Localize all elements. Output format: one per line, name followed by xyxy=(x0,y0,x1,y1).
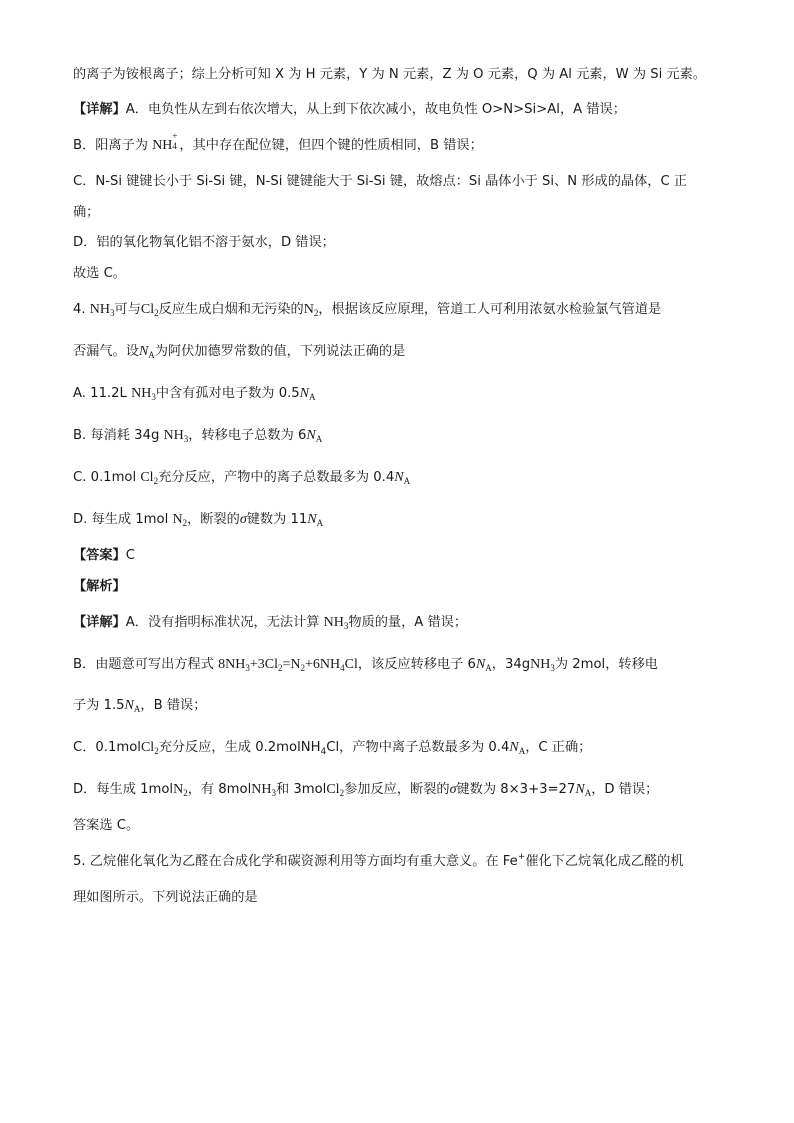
formula: $N_2$ xyxy=(173,782,188,798)
text: ，34g xyxy=(491,657,531,672)
detail-line-a xyxy=(73,101,626,119)
answer-value: C xyxy=(125,548,135,563)
text: D．铝的氧化物氧化铝不溶于氨水，D 错误； xyxy=(73,235,335,250)
text: 中含有孤对电子数为 0.5 xyxy=(155,386,300,401)
question-5-stem-line2 xyxy=(73,889,258,907)
text: ，其中存在配位键，但四个键的性质相同，B 错误； xyxy=(179,138,483,153)
answer-conclusion xyxy=(73,817,139,835)
text: 键数为 11 xyxy=(246,512,308,527)
formula: $NH_3$ xyxy=(131,386,156,402)
text: ，B 错误； xyxy=(140,698,207,713)
avogadro-symbol: $N_A$ xyxy=(307,512,324,528)
superscript: + xyxy=(517,852,526,862)
explanation-a xyxy=(73,614,467,632)
text: ，转移电子总数为 6 xyxy=(188,428,307,443)
text: A．没有指明标准状况，无法计算 xyxy=(125,615,324,630)
text: 充分反应，产物中的离子总数最多为 0.4 xyxy=(158,470,395,485)
formula: $Cl_2$ xyxy=(140,302,159,318)
text: 的离子为铵根离子；综上分析可知 X 为 H 元素，Y 为 N 元素，Z 为 O 元素，Q 为 Al 元素，W 为 Si 元素。 xyxy=(73,67,707,82)
avogadro-symbol: $N_A$ xyxy=(509,740,526,756)
avogadro-symbol: $N_A$ xyxy=(138,344,155,360)
question-4-stem-line2 xyxy=(73,343,405,361)
explanation-d xyxy=(73,781,658,799)
formula: $NH_3$ xyxy=(251,782,276,798)
text: 可与 xyxy=(114,302,141,317)
avogadro-symbol: $N_A$ xyxy=(475,657,492,673)
formula: $NH_3$ xyxy=(323,615,349,631)
text: 为阿伏加德罗常数的值，下列说法正确的是 xyxy=(154,344,406,359)
text: 子为 1.5 xyxy=(73,698,125,713)
avogadro-symbol: $N_A$ xyxy=(575,782,592,798)
text: ，C 正确； xyxy=(525,740,592,755)
answer-tag: 【答案】 xyxy=(73,548,126,563)
text: 确； xyxy=(73,205,100,220)
formula: $Cl_2$ xyxy=(326,782,345,798)
text: ，有 8mol xyxy=(187,782,252,797)
avogadro-symbol: $N_A$ xyxy=(394,470,411,486)
text: 催化下乙烷氧化成乙醛的机 xyxy=(525,854,684,869)
formula: $N_2$ xyxy=(172,512,188,528)
text: 5. 乙烷催化氧化为乙醛在合成化学和碳资源利用等方面均有重大意义。在 Fe xyxy=(73,854,518,869)
avogadro-symbol: $N_A$ xyxy=(306,428,323,444)
detail-line-d xyxy=(73,234,335,252)
text: 充分反应，生成 0.2molNH xyxy=(158,740,321,755)
sigma-symbol: σ xyxy=(449,782,457,797)
formula: $NH_3$ xyxy=(530,657,555,673)
option-d[interactable] xyxy=(73,511,323,529)
text: Cl，产物中离子总数最多为 0.4 xyxy=(326,740,510,755)
equation: $8NH_3+3Cl_2=N_2+6NH_4Cl$ xyxy=(218,657,358,673)
text: 故选 C。 xyxy=(73,266,126,281)
text-line xyxy=(73,66,706,84)
option-b[interactable] xyxy=(73,427,322,445)
text: 理如图所示。下列说法正确的是 xyxy=(73,890,258,905)
formula: $NH_3$ xyxy=(163,428,189,444)
formula: $N_2$ xyxy=(303,302,319,318)
text: 为 2mol，转移电 xyxy=(554,657,658,672)
text: C．N-Si 键键长小于 Si-Si 键，N-Si 键键能大于 Si-Si 键，故熔点：Si 晶体小于 Si、N 形成的晶体，C 正 xyxy=(73,174,688,189)
formula: $NH_3$ xyxy=(89,302,115,318)
text: D. 每生成 1mol xyxy=(73,512,173,527)
analysis-line xyxy=(73,578,126,596)
sigma-symbol: σ xyxy=(239,512,247,527)
analysis-tag: 【解析】 xyxy=(73,579,126,594)
text: 答案选 C。 xyxy=(73,818,140,833)
explanation-b xyxy=(73,656,658,674)
text: 参加反应，断裂的 xyxy=(344,782,450,797)
formula: $Cl_2$ xyxy=(140,470,159,486)
text: A．电负性从左到右依次增大，从上到下依次减小，故电负性 O>N>Si>Al，A 错误； xyxy=(125,102,626,117)
text: 否漏气。设 xyxy=(73,344,139,359)
text-line xyxy=(73,204,99,222)
text: 键数为 8×3+3=27 xyxy=(456,782,576,797)
detail-tag: 【详解】 xyxy=(73,102,126,117)
text: B．由题意可写出方程式 xyxy=(73,657,219,672)
text: D．每生成 1mol xyxy=(73,782,174,797)
question-5-stem xyxy=(73,853,684,871)
text: ，该反应转移电子 6 xyxy=(357,657,476,672)
text: ，根据该反应原理，管道工人可利用浓氨水检验氯气管道是 xyxy=(318,302,662,317)
text: C. 0.1mol xyxy=(73,470,141,485)
text: ，断裂的 xyxy=(187,512,240,527)
text: C．0.1mol xyxy=(73,740,141,755)
text: 和 3mol xyxy=(275,782,327,797)
text: 物质的量，A 错误； xyxy=(348,615,468,630)
explanation-c: C．0.1molCl$_2$充分反应，生成 0.2molNH$_4$Cl，产物中离子总数最多为 $0.4N_A$，C 正确； xyxy=(73,740,592,757)
detail-tag: 【详解】 xyxy=(73,615,126,630)
formula: NH + 4 xyxy=(152,131,178,153)
text: ，D 错误； xyxy=(591,782,659,797)
text-line xyxy=(73,265,126,283)
question-4-stem xyxy=(73,301,661,319)
detail-line-b xyxy=(73,131,483,155)
text: A. 11.2L xyxy=(73,386,132,401)
answer-line xyxy=(73,547,135,565)
question-number: 4. xyxy=(73,302,86,317)
detail-line-c xyxy=(73,173,687,191)
avogadro-symbol: $N_A$ xyxy=(299,386,316,402)
avogadro-symbol: $N_A$ xyxy=(124,698,141,714)
formula: $Cl_2$ xyxy=(140,740,159,756)
text: B．阳离子为 xyxy=(73,138,153,153)
text: B. 每消耗 34g xyxy=(73,428,164,443)
text: 反应生成白烟和无污染的 xyxy=(158,302,304,317)
explanation-b-cont xyxy=(73,697,206,715)
option-c[interactable] xyxy=(73,469,410,487)
option-a[interactable] xyxy=(73,385,316,403)
